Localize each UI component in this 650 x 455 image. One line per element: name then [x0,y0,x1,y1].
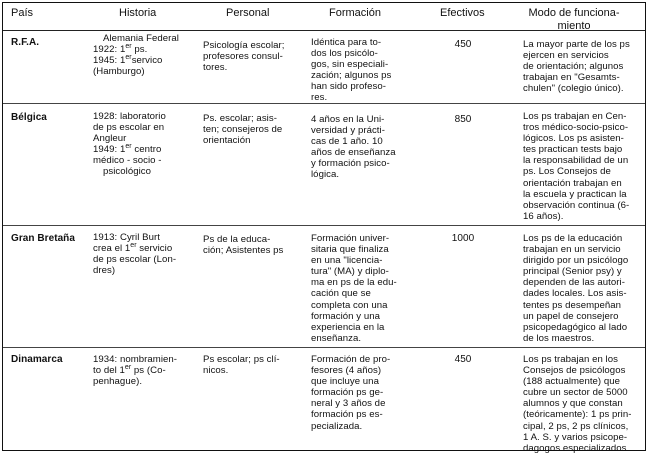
row-modo: Los ps de la educación trabajan en un servicio dirigido por un psicólogo principal (Senior psy) y dependen de las autori- dades locales. Los asis- tentes ps desempeñan un papel de consejero psicopedagógico al lado de los maestros. [523,233,629,344]
table-page [2,2,646,454]
row-formacion: Formación univer- sitaria que finaliza en una "licencia- tura" (MA) y diplo- ma en ps de la edu- cación que se completa con una formación y una experiencia en la enseñanza. [311,233,397,344]
row-personal: Ps. escolar; asis- ten; consejeros de orientación [203,113,283,147]
header-efectivos: Efectivos [440,7,485,19]
row-modo: Los ps trabajan en Cen- tros médico-socio-psico- lógicos. Los ps asisten- tes practican tests bajo la responsabilidad de un ps. Los Consejos de orientación trabajan en la escuela y practican la observación continua (6- 16 años). [523,111,630,222]
row-historia: 1913: Cyril Burt crea el 1er servicio de ps escolar (Lon- dres) [93,232,177,277]
row-personal: Psicología escolar; profesores consul- tores. [203,40,285,74]
row-country: Dinamarca [11,354,63,365]
row-personal: Ps de la educa- ción; Asistentes ps [203,234,284,257]
header-historia: Historia [119,7,157,19]
row-efectivos: 450 [454,354,472,365]
row-historia: 1934: nombramien- to del 1er ps (Co- penhague). [93,354,178,388]
row-modo: Los ps trabajan en los Consejos de psicólogos (188 actualmente) que cubre un sector de 5000 alumnos y que constan (teóricamente): 1 ps prin- cipal, 2 ps, 2 ps clínicos, 1 A. S. y varios psicope- dagogos especializados. [523,354,632,454]
row-country: Bélgica [11,112,47,123]
historia-line-sup: 1922: 1er ps. [93,42,148,56]
row-historia: 1928: laboratorio de ps escolar en Angleur 1949: 1er centro médico - socio - psicológico [93,111,166,178]
row-personal: Ps escolar; ps clí- nicos. [203,354,280,377]
row-divider [3,347,645,348]
row-formacion: Formación de pro- fesores (4 años) que incluye una formación ps ge- neral y 3 años de formación ps es- pecializada. [311,354,391,432]
row-divider [3,103,645,104]
header-modo: Modo de funciona- miento [528,7,620,32]
row-formacion: Idéntica para to- dos los psicólo- gos, sin especiali- zación; algunos ps han sido profeso- res. [311,37,392,104]
header-pais: País [11,7,34,19]
row-efectivos: 1000 [451,233,475,244]
row-formacion: 4 años en la Uni- versidad y prácti- cas de 1 año. 10 años de enseñanza y formación psico- lógica. [311,114,396,181]
row-divider [3,225,645,226]
header-formacion: Formación [329,7,381,19]
header-divider [3,30,645,31]
row-efectivos: 450 [454,39,472,50]
row-efectivos: 850 [454,114,472,125]
row-country: R.F.A. [11,37,40,48]
header-personal: Personal [226,7,270,19]
row-modo: La mayor parte de los ps ejercen en servicios de orientación; algunos trabajan en "Gesamts- chulen" (colegio único). [523,39,630,95]
row-country: Gran Bretaña [11,233,75,244]
row-historia: Alemania Federal 1922: 1er ps. 1945: 1erservico (Hamburgo) [93,33,211,77]
